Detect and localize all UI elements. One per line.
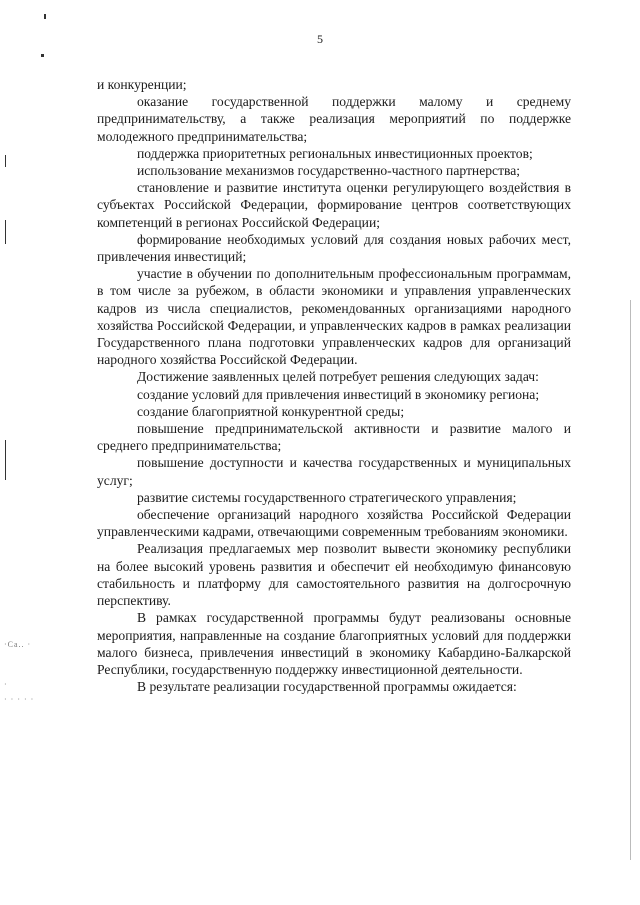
paragraph: повышение предпринимательской активности и развитие малого и среднего предпринимательства;	[97, 421, 571, 454]
paragraph: использование механизмов государственно-частного партнерства;	[137, 163, 521, 179]
scan-mark	[41, 54, 44, 57]
scan-mark	[630, 300, 631, 860]
paragraph: создание условий для привлечения инвестиций в экономику региона;	[137, 386, 540, 402]
document-body	[97, 76, 571, 695]
scan-mark	[44, 14, 46, 19]
paragraph: создание благоприятной конкурентной среды;	[137, 403, 405, 419]
scan-mark	[5, 155, 6, 167]
paragraph: повышение доступности и качества государственных и муниципальных услуг;	[97, 455, 571, 488]
paragraph: В рамках государственной программы будут реализованы основные мероприятия, направленные на создание благоприятных условий для поддержки малого бизнеса, привлечения инвестиций в экономику Кабардино-Балкарской Республики, государственную поддержку инвестиционной деятельности.	[97, 610, 571, 677]
paragraph: Реализация предлагаемых мер позволит вывести экономику республики на более высокий уровень развития и обеспечит ей необходимую финансовую стабильность и платформу для самостоятельного развития на долгосрочную перспективу.	[97, 541, 571, 609]
paragraph: становление и развитие института оценки регулирующего воздействия в субъектах Российской Федерации, формирование центров соответствующих компетенций в регионах Российской Федерации;	[97, 180, 571, 230]
paragraph: поддержка приоритетных региональных инвестиционных проектов;	[137, 145, 533, 161]
paragraph: развитие системы государственного стратегического управления;	[137, 489, 517, 505]
paragraph: оказание государственной поддержки малому и среднему предпринимательству, а также реализация мероприятий по поддержке молодежного предпринимательства;	[97, 94, 571, 144]
scan-noise: ·Ca.. ·	[4, 640, 32, 649]
paragraph: формирование необходимых условий для создания новых рабочих мест, привлечения инвестиций;	[97, 231, 571, 265]
scan-mark	[5, 220, 6, 244]
paragraph: Достижение заявленных целей потребует решения следующих задач:	[137, 369, 539, 385]
paragraph: обеспечение организаций народного хозяйства Российской Федерации управленческими кадрами, отвечающими современным требованиям экономики.	[97, 507, 571, 540]
paragraph: участие в обучении по дополнительным профессиональным программам, в том числе за рубежом, в области экономики и управления управленческих кадров из числа специалистов, рекомендованных организациями народного хозяйства Российской Федерации, и управленческих кадров в рамках реализации Государственного плана подготовки управленческих кадров для организаций народного хозяйства Российской Федерации.	[97, 266, 571, 368]
scan-noise: ·	[4, 680, 8, 689]
scan-mark	[5, 440, 6, 480]
paragraph: В результате реализации государственной программы ожидается:	[137, 679, 517, 695]
page-number: 5	[317, 32, 323, 46]
paragraph: и конкуренции;	[97, 77, 187, 92]
scan-noise: · · · · ·	[4, 695, 35, 704]
